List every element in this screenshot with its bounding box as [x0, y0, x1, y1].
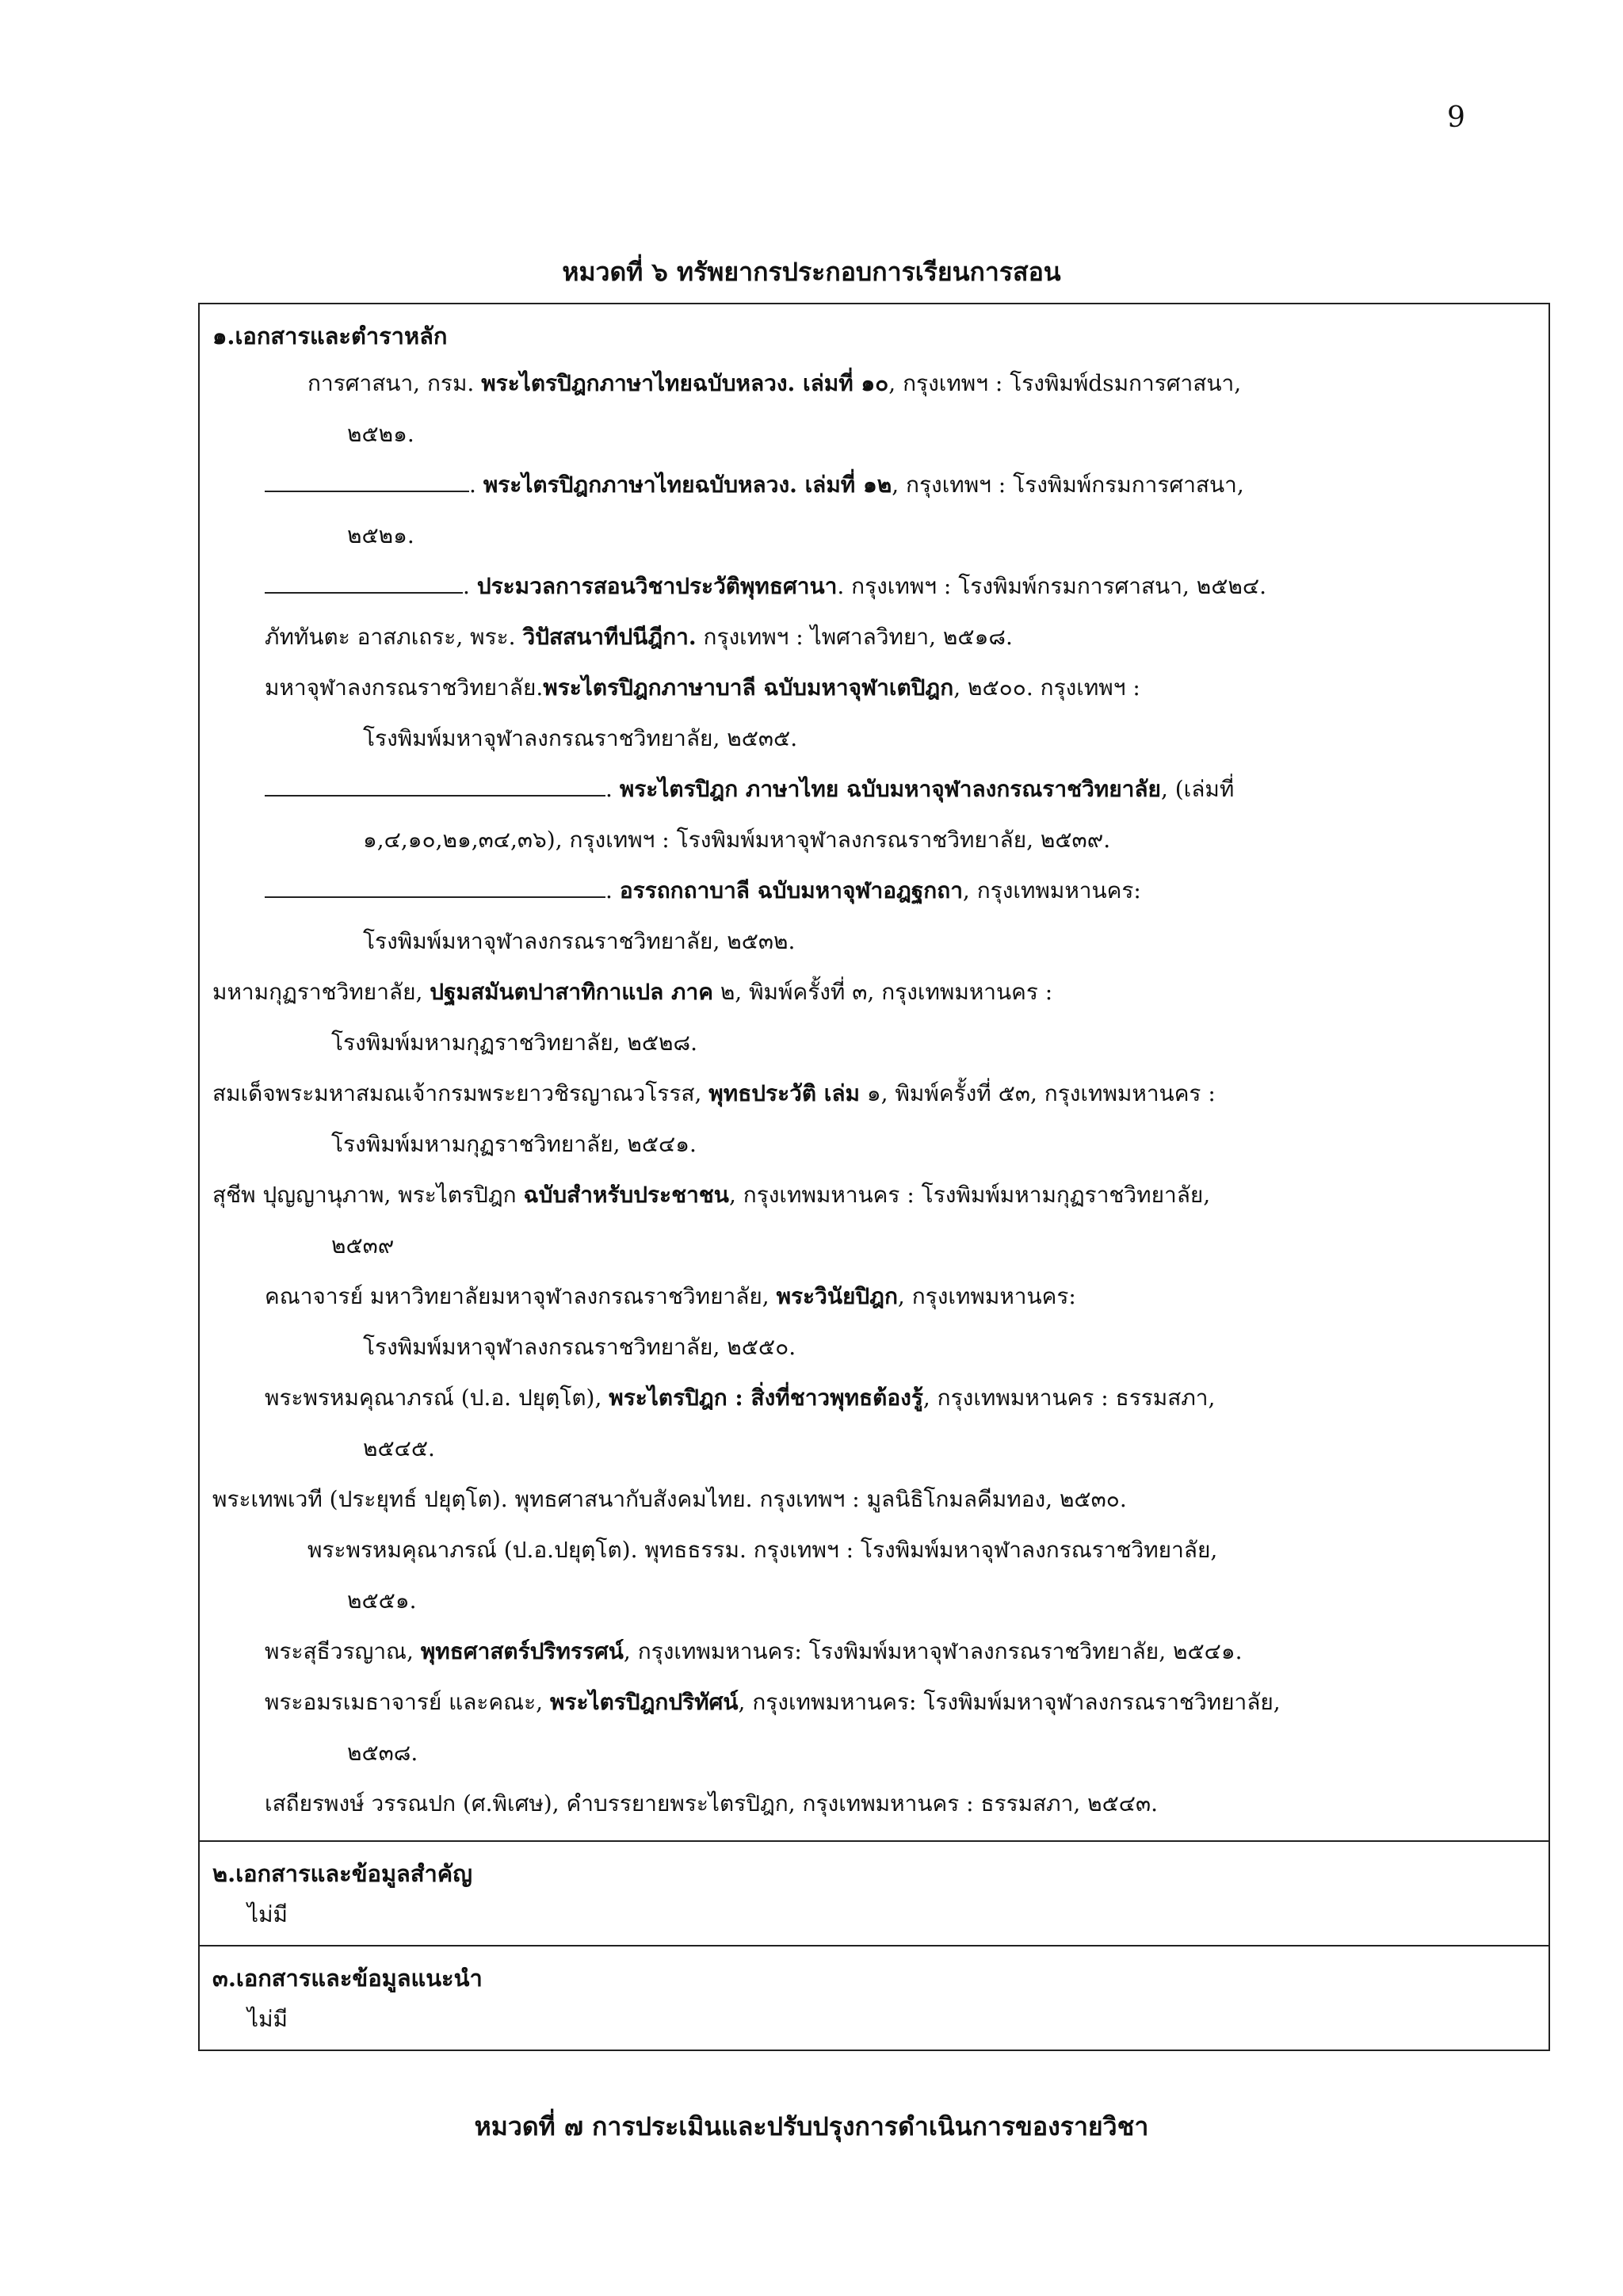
- reference-line: โรงพิมพ์มหามกุฏราชวิทยาลัย, ๒๕๒๘.: [331, 1030, 698, 1056]
- reference-line: พระเทพเวที (ประยุทธ์ ปยุตฺโต). พุทธศาสนากับสังคมไทย. กรุงเทพฯ : มูลนิธิโกมลคีมทอง, ๒๕๓๐.: [212, 1486, 1127, 1512]
- reference-line: โรงพิมพ์มหาจุฬาลงกรณราชวิทยาลัย, ๒๕๕๐.: [363, 1334, 796, 1360]
- reference-line: การศาสนา, กรม. พระไตรปิฎกภาษาไทยฉบับหลวง. เล่มที่ ๑๐, กรุงเทพฯ : โรงพิมพ์dsมการศาสนา,: [307, 370, 1242, 396]
- author-repeat-line: [265, 869, 605, 898]
- reference-line: โรงพิมพ์มหาจุฬาลงกรณราชวิทยาลัย, ๒๕๓๕.: [363, 725, 798, 751]
- reference-line: พระสุธีวรญาณ, พุทธศาสตร์ปริทรรศน์, กรุงเทพมหานคร: โรงพิมพ์มหาจุฬาลงกรณราชวิทยาลัย, ๒๕๔๑.: [265, 1638, 1243, 1664]
- reference-line: . อรรถกถาบาลี ฉบับมหาจุฬาอฎฐกถา, กรุงเทพมหานคร:: [212, 865, 1536, 916]
- reference-line: เสถียรพงษ์ วรรณปก (ศ.พิเศษ), คำบรรยายพระไตรปิฎก, กรุงเทพมหานคร : ธรรมสภา, ๒๕๔๓.: [265, 1790, 1159, 1817]
- reference-line: . พระไตรปิฎก ภาษาไทย ฉบับมหาจุฬาลงกรณราชวิทยาลัย, (เล่มที่: [212, 764, 1536, 815]
- important-docs-none: ไม่มี: [247, 1901, 288, 1927]
- reference-line: ๒๕๔๕.: [363, 1435, 435, 1461]
- reference-line: พระพรหมคุณาภรณ์ (ป.อ.ปยุตฺโต). พุทธธรรม. กรุงเทพฯ : โรงพิมพ์มหาจุฬาลงกรณราชวิทยาลัย,: [307, 1537, 1218, 1563]
- reference-line: ๒๕๓๙: [331, 1232, 395, 1259]
- reference-line: สมเด็จพระมหาสมณเจ้ากรมพระยาวชิรญาณวโรรส, พุทธประวัติ เล่ม ๑, พิมพ์ครั้งที่ ๕๓, กรุงเทพมหานคร :: [212, 1080, 1216, 1106]
- reference-line: ๒๕๕๑.: [347, 1587, 417, 1614]
- recommended-docs-heading: ๓.เอกสารและข้อมูลแนะนำ: [212, 1965, 483, 1992]
- author-repeat-line: [265, 565, 463, 594]
- reference-line: มหาจุฬาลงกรณราชวิทยาลัย.พระไตรปิฎกภาษาบาลี ฉบับมหาจุฬาเตปิฎก, ๒๕๐๐. กรุงเทพฯ :: [265, 674, 1140, 701]
- important-docs-section: [200, 1840, 1549, 1945]
- section-7-title: หมวดที่ ๗ การประเมินและปรับปรุงการดำเนินการของรายวิชา: [474, 2111, 1149, 2141]
- reference-line: ๑,๔,๑๐,๒๑,๓๔,๓๖), กรุงเทพฯ : โรงพิมพ์มหาจุฬาลงกรณราชวิทยาลัย, ๒๕๓๙.: [363, 827, 1111, 853]
- reference-line: ๒๕๓๘.: [347, 1740, 418, 1766]
- author-repeat-line: [265, 464, 469, 492]
- reference-line: . พระไตรปิฎกภาษาไทยฉบับหลวง. เล่มที่ ๑๒, กรุงเทพฯ : โรงพิมพ์กรมการศาสนา,: [212, 460, 1536, 510]
- recommended-docs-none: ไม่มี: [247, 2006, 288, 2032]
- reference-line: โรงพิมพ์มหาจุฬาลงกรณราชวิทยาลัย, ๒๕๓๒.: [363, 928, 796, 954]
- main-texts-section: [200, 304, 1549, 1840]
- reference-line: คณาจารย์ มหาวิทยาลัยมหาจุฬาลงกรณราชวิทยาลัย, พระวินัยปิฎก, กรุงเทพมหานคร:: [265, 1283, 1076, 1309]
- reference-line: สุชีพ ปุญญานุภาพ, พระไตรปิฎก ฉบับสำหรับประชาชน, กรุงเทพมหานคร : โรงพิมพ์มหามกุฏราชวิทยาลัย,: [212, 1182, 1211, 1208]
- reference-line: พระอมรเมธาจารย์ และคณะ, พระไตรปิฎกปริทัศน์, กรุงเทพมหานคร: โรงพิมพ์มหาจุฬาลงกรณราชวิทยาลัย,: [265, 1689, 1281, 1715]
- reference-line: ภัททันตะ อาสภเถระ, พระ. วิปัสสนาทีปนีฎีกา. กรุงเทพฯ : ไพศาลวิทยา, ๒๕๑๘.: [265, 624, 1013, 650]
- important-docs-heading: ๒.เอกสารและข้อมูลสำคัญ: [212, 1860, 472, 1887]
- recommended-docs-section: [200, 1945, 1549, 2050]
- reference-line: โรงพิมพ์มหามกุฏราชวิทยาลัย, ๒๕๔๑.: [331, 1131, 697, 1157]
- reference-line: มหามกุฏราชวิทยาลัย, ปฐมสมันตปาสาทิกาแปล ภาค ๒, พิมพ์ครั้งที่ ๓, กรุงเทพมหานคร :: [212, 979, 1053, 1005]
- reference-line: ๒๕๒๑.: [347, 421, 414, 447]
- author-repeat-line: [265, 768, 605, 797]
- resources-table: [198, 303, 1550, 2051]
- reference-line: . ประมวลการสอนวิชาประวัติพุทธศานา. กรุงเทพฯ : โรงพิมพ์กรมการศาสนา, ๒๕๒๔.: [212, 561, 1536, 612]
- reference-line: ๒๕๒๑.: [347, 522, 414, 548]
- page-number: 9: [1447, 101, 1465, 134]
- main-texts-heading: ๑.เอกสารและตำราหลัก: [212, 323, 448, 350]
- section-6-title: หมวดที่ ๖ ทรัพยากรประกอบการเรียนการสอน: [562, 257, 1061, 287]
- reference-line: พระพรหมคุณาภรณ์ (ป.อ. ปยุตฺโต), พระไตรปิฎก : สิ่งที่ชาวพุทธต้องรู้, กรุงเทพมหานคร : ธรรมสภา,: [265, 1385, 1216, 1411]
